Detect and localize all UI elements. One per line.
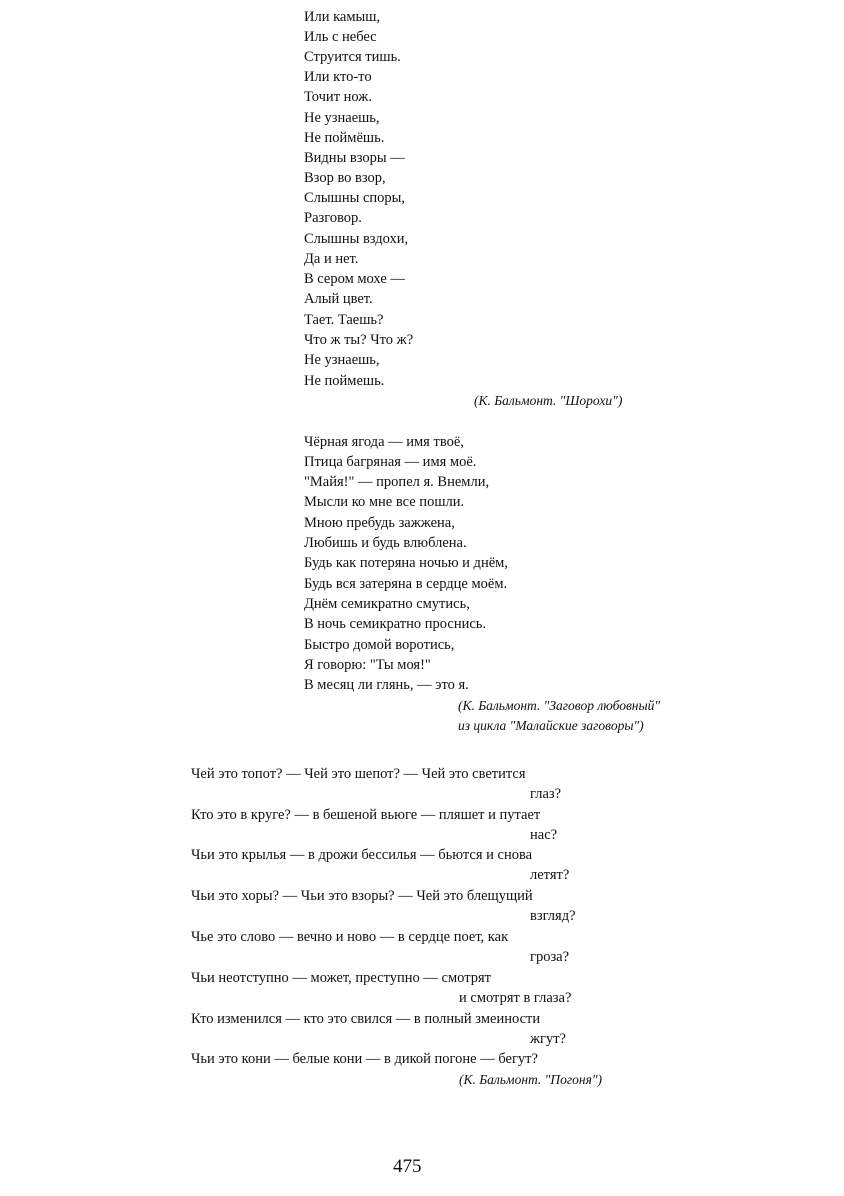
poem-line-wrap: взгляд? [530, 908, 576, 924]
poem-line-wrap: летят? [530, 867, 570, 883]
poem-line: Тает. Таешь? [304, 312, 384, 328]
page-number: 475 [393, 1156, 422, 1177]
poem-line: Чьи неотступно — может, преступно — смотрят [191, 970, 491, 986]
poem-attribution: (К. Бальмонт. "Шорохи") [474, 393, 623, 408]
poem-line: Чье это слово — вечно и ново — в сердце поет, как [191, 929, 509, 945]
poem-line: Слышны вздохи, [304, 231, 409, 247]
poem-line: Не узнаешь, [304, 110, 380, 126]
poem-line: Алый цвет. [304, 291, 373, 307]
poem-line: Будь вся затеряна в сердце моём. [304, 576, 508, 592]
poem-line: В сером мохе — [304, 271, 405, 287]
poem-line: Точит нож. [304, 89, 372, 105]
poem-line: Или кто-то [304, 69, 372, 85]
poem-line: Что ж ты? Что ж? [304, 332, 414, 348]
poem-line: Чей это топот? — Чей это шепот? — Чей это светится [191, 766, 526, 782]
poem-line: Слышны споры, [304, 190, 406, 206]
poem-line: Видны взоры — [304, 150, 405, 166]
poem-line: Кто изменился — кто это свился — в полный змеиности [191, 1011, 541, 1027]
poem-line: Чьи это крылья — в дрожи бессилья — бьются и снова [191, 847, 533, 863]
poem-line: Я говорю: "Ты моя!" [304, 657, 431, 673]
poem-line-wrap: и смотрят в глаза? [459, 990, 572, 1006]
poem-line: Да и нет. [304, 251, 359, 267]
poem-line: Не узнаешь, [304, 352, 380, 368]
poem-line: Чьи это кони — белые кони — в дикой погоне — бегут? [191, 1051, 538, 1067]
poem-attribution: (К. Бальмонт. "Заговор любовный" [458, 698, 661, 713]
poem-line-wrap: глаз? [530, 786, 562, 802]
poem-attribution: (К. Бальмонт. "Погоня") [459, 1072, 603, 1087]
poem-line: В ночь семикратно проснись. [304, 616, 487, 632]
poem-line: Кто это в круге? — в бешеной вьюге — пляшет и путает [191, 807, 541, 823]
poem-line-wrap: гроза? [530, 949, 570, 965]
poem-line: Мысли ко мне все пошли. [304, 494, 465, 510]
poem-line: Чёрная ягода — имя твоё, [304, 434, 464, 450]
poem-line: Быстро домой воротись, [304, 637, 455, 653]
poem-line: Не поймёшь. [304, 130, 385, 146]
poem-line: Мною пребудь зажжена, [304, 515, 455, 531]
poem-line: Птица багряная — имя моё. [304, 454, 477, 470]
poem-line: Любишь и будь влюблена. [304, 535, 467, 551]
poem-line: Не поймешь. [304, 373, 385, 389]
poem-attribution-cycle: из цикла "Малайские заговоры") [458, 718, 644, 733]
poem-line: Взор во взор, [304, 170, 386, 186]
poem-line: Разговор. [304, 210, 362, 226]
poem-line-wrap: жгут? [530, 1031, 566, 1047]
poem-line-wrap: нас? [530, 827, 558, 843]
poem-line: Струится тишь. [304, 49, 401, 65]
poem-line: Иль с небес [304, 29, 377, 45]
poem-line: В месяц ли глянь, — это я. [304, 677, 469, 693]
poem-line: Днём семикратно смутись, [304, 596, 470, 612]
poem-line: Чьи это хоры? — Чьи это взоры? — Чей это блещущий [191, 888, 533, 904]
poem-line: "Майя!" — пропел я. Внемли, [304, 474, 490, 490]
poem-line: Или камыш, [304, 9, 381, 25]
poem-line: Будь как потеряна ночью и днём, [304, 555, 508, 571]
